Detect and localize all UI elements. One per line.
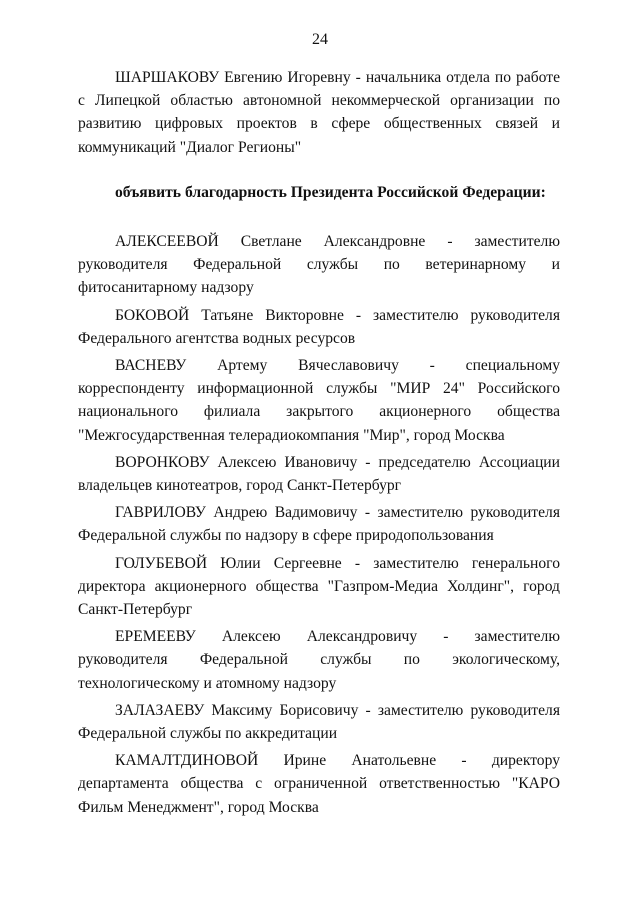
award-entry-voronkov: ВОРОНКОВУ Алексею Ивановичу - председателю Ассоциации владельцев кинотеатров, город Санкт-Петербург — [78, 453, 560, 495]
award-entry-zalazaev: ЗАЛАЗАЕВУ Максиму Борисовичу - заместителю руководителя Федеральной службы по аккредитации — [78, 701, 560, 743]
intro-entry: ШАРШАКОВУ Евгению Игоревну - начальника отдела по работе с Липецкой областью автономной некоммерческой организации по развитию цифровых проектов в сфере общественных связей и коммуникаций "Диалог Регионы" — [78, 69, 560, 156]
award-entry-kamaltdinova: КАМАЛТДИНОВОЙ Ирине Анатольевне - директору департамента общества с ограниченной ответственностью "КАРО Фильм Менеджмент", город Москва — [78, 752, 560, 816]
page-number: 24 — [312, 31, 328, 48]
award-entry-gavrilov: ГАВРИЛОВУ Андрею Вадимовичу - заместителю руководителя Федеральной службы по надзору в сфере природопользования — [78, 504, 560, 545]
award-entry-eremeev: ЕРЕМЕЕВУ Алексею Александровичу - заместителю руководителя Федеральной службы по экологическому, технологическому и атомному надзору — [78, 628, 560, 692]
award-entry-alekseeva: АЛЕКСЕЕВОЙ Светлане Александровне - заместителю руководителя Федеральной службы по ветеринарному и фитосанитарному надзору — [78, 233, 560, 297]
award-entry-bokova: БОКОВОЙ Татьяне Викторовне - заместителю руководителя Федерального агентства водных ресурсов — [78, 306, 560, 347]
award-entry-vasnev: ВАСНЕВУ Артему Вячеславовичу - специальному корреспонденту информационной службы "МИР 24" Российского национального филиала закрытого акционерного общества "Межгосударственная телерадиокомпания "Мир", город Москва — [78, 357, 560, 444]
award-entry-golubeva: ГОЛУБЕВОЙ Юлии Сергеевне - заместителю генерального директора акционерного общества "Газпром-Медиа Холдинг", город Санкт-Петербург — [78, 554, 560, 619]
document-body — [78, 66, 560, 823]
decree-heading: объявить благодарность Президента Российской Федерации: — [115, 183, 546, 201]
